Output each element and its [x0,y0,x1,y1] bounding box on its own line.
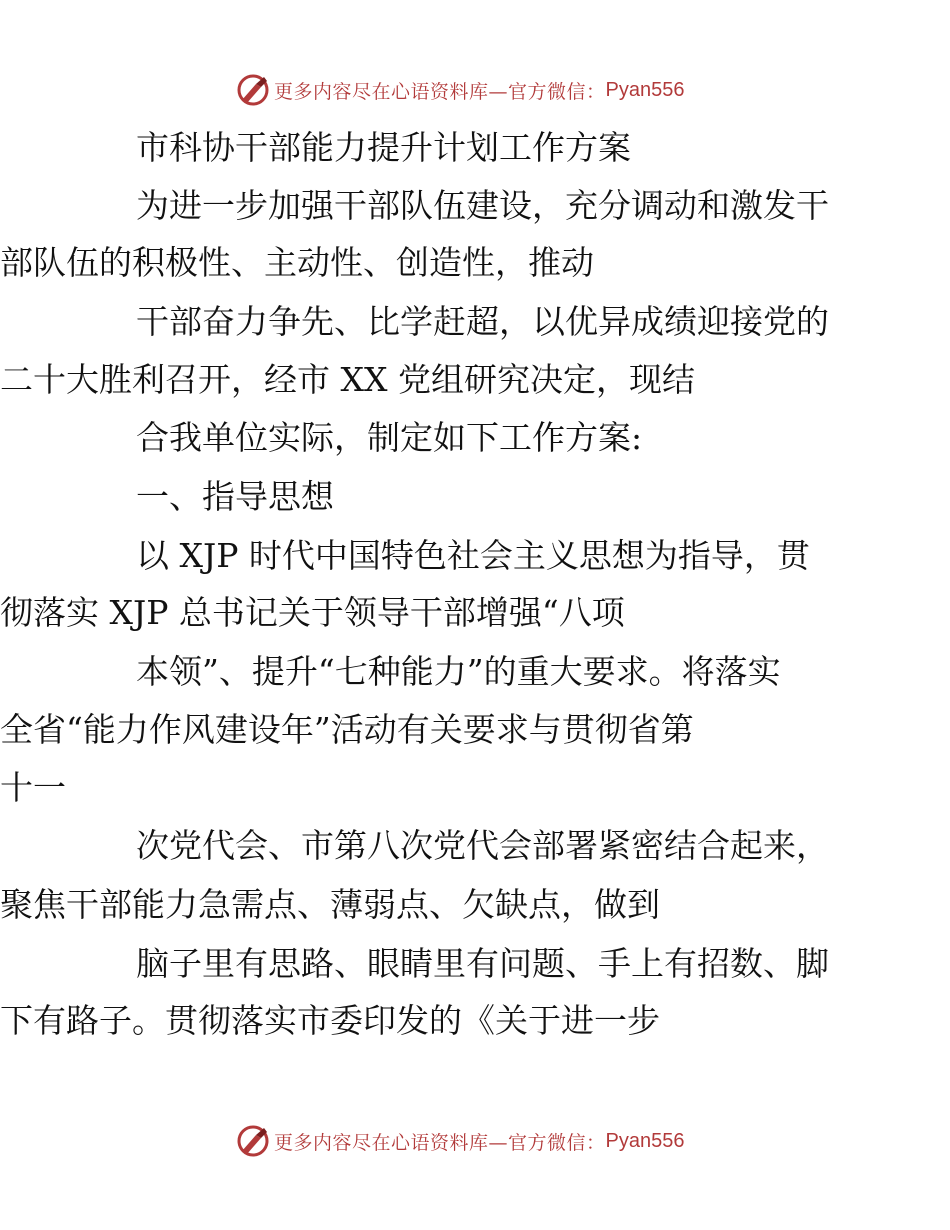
wechat-id: Pyan556 [605,1129,685,1152]
text-line: 彻落实 XJP 总书记关于领导干部增强“八项 [0,593,625,632]
text-line: 干部奋力争先、比学赶超，以优异成绩迎接党的 [136,302,829,341]
header-watermark-banner [236,70,684,110]
section-heading: 一、指导思想 [136,477,334,516]
text-line: 下有路子。贯彻落实市委印发的《关于进一步 [0,1001,660,1040]
text-line: 部队伍的积极性、主动性、创造性，推动 [0,243,594,282]
text-line: 为进一步加强干部队伍建设，充分调动和激发干 [136,186,829,225]
text-line: 十一 [0,768,66,807]
watermark-text: 更多内容尽在心语资料库—官方微信： [274,1131,606,1154]
pen-circle-logo-icon [236,73,270,107]
text-line: 以 XJP 时代中国特色社会主义思想为指导，贯 [136,536,810,575]
text-line: 合我单位实际，制定如下工作方案: [136,418,643,457]
watermark-text: 更多内容尽在心语资料库—官方微信： [274,80,606,103]
text-line: 全省“能力作风建设年”活动有关要求与贯彻省第 [0,710,694,749]
footer-watermark-banner [236,1121,684,1161]
document-title: 市科协干部能力提升计划工作方案 [136,128,631,167]
text-line: 聚焦干部能力急需点、薄弱点、欠缺点，做到 [0,885,660,924]
text-line: 次党代会、市第八次党代会部署紧密结合起来， [136,826,829,865]
pen-circle-logo-icon [236,1124,270,1158]
text-line: 本领”、提升“七种能力”的重大要求。将落实 [136,652,781,691]
text-line: 二十大胜利召开，经市 XX 党组研究决定，现结 [0,360,695,399]
text-line: 脑子里有思路、眼睛里有问题、手上有招数、脚 [136,944,829,983]
wechat-id: Pyan556 [605,78,685,101]
